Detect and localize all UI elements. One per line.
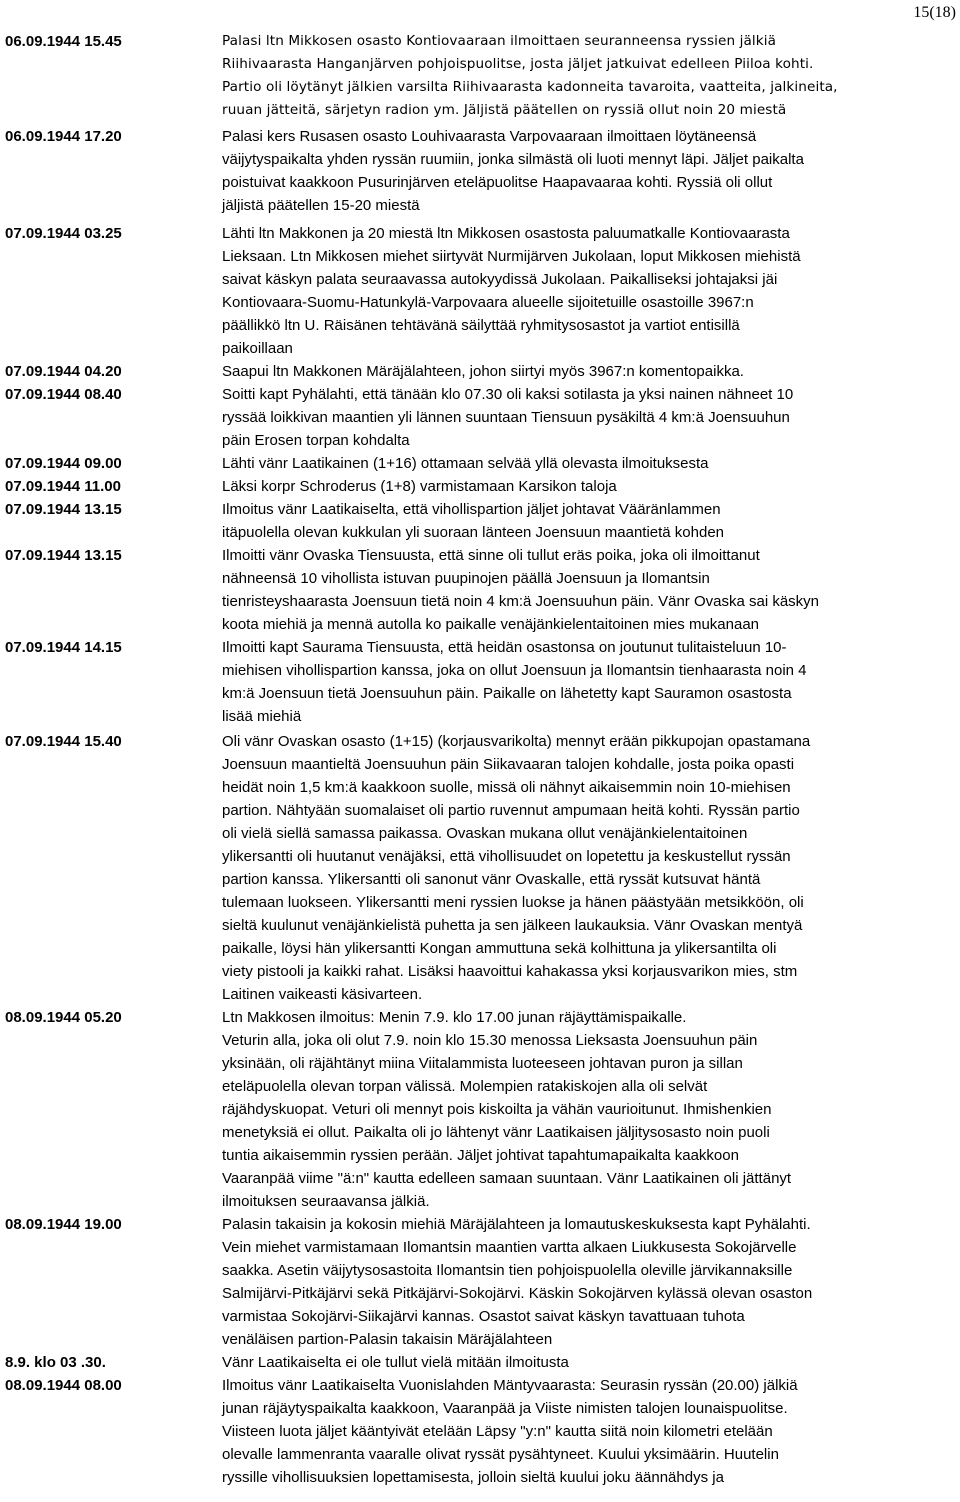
entry-text-line: päällikkö ltn U. Räisänen tehtävänä säilyttää ryhmitysosastot ja vartiot entisillä — [222, 317, 740, 334]
entry-text-line: partion kanssa. Ylikersantti oli sanonut vänr Ovaskalle, että ryssät kutsuvat häntä — [222, 871, 761, 888]
entry-text-line: ylikersantti oli huutanut venäjäksi, että vihollisuudet on lopetettu ja keskustellut ryssän — [222, 848, 791, 865]
entry-text-line: Vänr Laatikaiselta ei ole tullut vielä mitään ilmoitusta — [222, 1354, 569, 1371]
entry-text-line: junan räjäytyspaikalta kaakkoon, Vaaranpää ja Viiste nimisten talojen lounaispuolitse. — [222, 1400, 788, 1417]
entry-text-line: ryssää loikkivan maantien yli lännen suuntaan Tiensuun pysäkiltä 4 km:ä Joensuuhun — [222, 409, 790, 426]
entry-text-line: heidät noin 1,5 km:ä kaakkoon suolle, missä oli nähnyt aikaisemmin noin 10-miehisen — [222, 779, 791, 796]
entry-text-line: Viisteen luota jäljet kääntyivät etelään Läpsy "y:n" kautta siitä noin kilometri etelään — [222, 1423, 773, 1440]
entry-text — [222, 30, 958, 122]
entry-text-line: Veturin alla, joka oli olut 7.9. noin klo 15.30 menossa Lieksasta Joensuuhun päin — [222, 1032, 758, 1049]
entry-text — [222, 383, 958, 452]
entry-text — [222, 475, 958, 498]
entry-timestamp: 07.09.1944 13.15 — [5, 501, 122, 518]
entry-text-line: menetyksiä ei ollut. Paikalta oli jo lähtenyt vänr Laatikaisen jäljitysosasto noin puoli — [222, 1124, 770, 1141]
entry-timestamp: 07.09.1944 14.15 — [5, 639, 122, 656]
diary-entry — [5, 125, 960, 217]
entry-text-line: Ltn Makkosen ilmoitus: Menin 7.9. klo 17.00 junan räjäyttämispaikalle. — [222, 1009, 687, 1026]
entry-timestamp: 07.09.1944 13.15 — [5, 547, 122, 564]
diary-entry — [5, 452, 960, 475]
entry-text-line: venäläisen partion-Palasin takaisin Märäjälahteen — [222, 1331, 553, 1348]
diary-entry — [5, 360, 960, 383]
entry-timestamp: 06.09.1944 17.20 — [5, 128, 122, 145]
diary-entry — [5, 475, 960, 498]
entry-text-line: Kontiovaara-Suomu-Hatunkylä-Varpovaara alueelle sijoitetuille osastoille 3967:n — [222, 294, 754, 311]
entry-text-line: Ilmoitus vänr Laatikaiselta, että vihollispartion jäljet johtavat Vääränlammen — [222, 501, 721, 518]
entry-text-line: Vein miehet varmistamaan Ilomantsin maantien vartta alkaen Liukkusesta Sokojärvelle — [222, 1239, 797, 1256]
entry-timestamp: 07.09.1944 11.00 — [5, 478, 121, 495]
diary-entry — [5, 498, 960, 544]
entry-text-line: Vaaranpää viime "ä:n" kautta edelleen samaan suuntaan. Vänr Laatikainen oli jättänyt — [222, 1170, 792, 1187]
entry-text — [222, 125, 958, 217]
entry-text-line: paikoillaan — [222, 340, 293, 357]
diary-entry — [5, 544, 960, 636]
entry-text-line: Palasi kers Rusasen osasto Louhivaarasta Varpovaaraan ilmoittaen löytäneensä — [222, 128, 757, 145]
entry-text — [222, 544, 958, 636]
diary-entry — [5, 1374, 960, 1489]
diary-entry — [5, 636, 960, 728]
entry-text-line: räjähdyskuopat. Veturi oli mennyt pois kiskoilta ja vähän vaurioitunut. Ihmishenkien — [222, 1101, 772, 1118]
entry-timestamp: 07.09.1944 15.40 — [5, 733, 122, 750]
entry-text-line: Joensuun maantieltä Joensuuhun päin Siikavaaran talojen kohdalle, josta poika opasti — [222, 756, 795, 773]
entry-text — [222, 636, 958, 728]
entry-text-line: miehisen vihollispartion kanssa, joka on ollut Joensuun ja Ilomantsin tienhaarasta noin 4 — [222, 662, 807, 679]
entry-text — [222, 222, 958, 360]
entry-text-line: Lähti vänr Laatikainen (1+16) ottamaan selvää yllä olevasta ilmoituksesta — [222, 455, 709, 472]
diary-entry — [5, 1351, 960, 1374]
entry-text-line: km:ä Joensuun tietä Joensuuhun päin. Paikalle on lähetetty kapt Sauramon osastosta — [222, 685, 792, 702]
entry-text-line: Saapui ltn Makkonen Märäjälahteen, johon siirtyi myös 3967:n komentopaikka. — [222, 363, 744, 380]
entry-timestamp: 08.09.1944 08.00 — [5, 1377, 122, 1394]
entry-timestamp: 06.09.1944 15.45 — [5, 33, 122, 50]
entry-text-line: Ilmoitti vänr Ovaska Tiensuusta, että sinne oli tullut eräs poika, joka oli ilmoittanut — [222, 547, 760, 564]
entry-text — [222, 1213, 958, 1351]
entry-text-line: oli vielä siellä samassa paikassa. Ovaskan mukana ollut venäjänkielentaitoinen — [222, 825, 748, 842]
diary-entry — [5, 1006, 960, 1213]
entry-timestamp: 07.09.1944 03.25 — [5, 225, 122, 242]
entry-text-line: ryssille vihollisuuksien lopettamisesta, jolloin sieltä kuului joku äännähdys ja — [222, 1469, 724, 1486]
entry-text-line: tuntia aikaisemmin ryssien perään. Jäljet johtivat tapahtumapaikalta kaakkoon — [222, 1147, 739, 1164]
entry-text-line: Ilmoitus vänr Laatikaiselta Vuonislahden Mäntyvaarasta: Seurasin ryssän (20.00) jälkiä — [222, 1377, 798, 1394]
diary-entry — [5, 222, 960, 360]
entry-text-line: väijytyspaikalta yhden ryssän ruumiin, jonka silmästä oli luoti mennyt läpi. Jäljet paikalta — [222, 151, 804, 168]
entry-text-line: ilmoituksen seuraavansa jälkiä. — [222, 1193, 430, 1210]
entry-text-line: varmistaa Sokojärvi-Siikajärvi kannas. Osastot saivat käskyn tavattuaan tuhota — [222, 1308, 745, 1325]
entry-text-line: Ilmoitti kapt Saurama Tiensuusta, että heidän osastonsa on joutunut tulitaisteluun 10- — [222, 639, 787, 656]
entry-text-line: tulemaan luokseen. Ylikersantti meni ryssien luokse ja hänen päästyään metsikköön, oli — [222, 894, 804, 911]
entry-text — [222, 360, 958, 383]
entry-text-line: Palasin takaisin ja kokosin miehiä Märäjälahteen ja lomautuskeskuksesta kapt Pyhälahti. — [222, 1216, 811, 1233]
entry-text-line: eteläpuolella olevan torpan välissä. Molempien ratakiskojen alla oli selvät — [222, 1078, 708, 1095]
entry-text-line: Partio oli löytänyt jälkien varsilta Riihivaarasta kadonneita tavaroita, vaatteita, jalkineita, — [222, 79, 838, 95]
diary-entry — [5, 730, 960, 1006]
entry-text-line: päin Erosen torpan kohdalta — [222, 432, 410, 449]
entry-text-line: paikalle, löysi hän ylikersantti Kongan ammuttuna sekä kolhittuna ja ylikersantilta oli — [222, 940, 777, 957]
entry-text — [222, 1006, 958, 1213]
diary-entry — [5, 383, 960, 452]
entry-text-line: Oli vänr Ovaskan osasto (1+15) (korjausvarikolta) mennyt erään pikkupojan opastamana — [222, 733, 811, 750]
entry-text — [222, 498, 958, 544]
entry-text-line: Lieksaan. Ltn Mikkosen miehet siirtyvät Nurmijärven Jukolaan, loput Mikkosen miehistä — [222, 248, 801, 265]
entry-text-line: lisää miehiä — [222, 708, 302, 725]
entry-text-line: Lähti ltn Makkonen ja 20 miestä ltn Mikkosen osastosta paluumatkalle Kontiovaarasta — [222, 225, 790, 242]
entry-text-line: koota miehiä ja mennä autolla ko paikalle venäjänkielentaitoinen mies mukanaan — [222, 616, 760, 633]
entry-list — [5, 30, 960, 1489]
entry-timestamp: 08.09.1944 19.00 — [5, 1216, 122, 1233]
page-number: 15(18) — [913, 4, 956, 21]
entry-text-line: nähneensä 10 vihollista istuvan puupinojen päällä Joensuun ja Ilomantsin — [222, 570, 710, 587]
entry-text-line: tienristeyshaarasta Joensuun tietä noin 4 km:ä Joensuuhun päin. Vänr Ovaska sai käskyn — [222, 593, 820, 610]
entry-text-line: jäljistä päätellen 15-20 miestä — [222, 197, 420, 214]
entry-text — [222, 1351, 958, 1374]
entry-text-line: Soitti kapt Pyhälahti, että tänään klo 07.30 oli kaksi sotilasta ja yksi nainen nähneet 10 — [222, 386, 794, 403]
entry-text — [222, 452, 958, 475]
entry-text-line: yksinään, oli räjähtänyt miina Viitalammista luoteeseen johtavan puron ja sillan — [222, 1055, 743, 1072]
entry-text-line: Läksi korpr Schroderus (1+8) varmistamaan Karsikon taloja — [222, 478, 617, 495]
entry-timestamp: 8.9. klo 03 .30. — [5, 1354, 106, 1371]
entry-text-line: viety pistooli ja kaikki rahat. Lisäksi haavoittui kahakassa yksi korjausvarikon mies, stm — [222, 963, 798, 980]
entry-text-line: Salmijärvi-Pitkäjärvi sekä Pitkäjärvi-Sokojärvi. Käskin Sokojärven kylässä olevan osaston — [222, 1285, 813, 1302]
entry-timestamp: 07.09.1944 04.20 — [5, 363, 122, 380]
entry-text-line: saakka. Asetin väijytysosastoita Ilomantsin tien pohjoispuolella oleville järvikannaksille — [222, 1262, 793, 1279]
entry-text-line: Palasi ltn Mikkosen osasto Kontiovaaraan ilmoittaen seuranneensa ryssien jälkiä — [222, 33, 777, 49]
diary-entry — [5, 30, 960, 122]
entry-text-line: saivat käskyn palata seuraavassa autokyydissä Jukolaan. Paikalliseksi johtajaksi jäi — [222, 271, 778, 288]
diary-entry — [5, 1213, 960, 1351]
entry-text-line: ruuan jätteitä, särjetyn radion ym. Jäljistä päätellen on ryssiä ollut noin 20 miestä — [222, 102, 787, 118]
entry-text — [222, 1374, 958, 1489]
entry-text-line: olevalle lammenranta vaaralle olivat ryssät pysähtyneet. Kuului yksimäärin. Huutelin — [222, 1446, 779, 1463]
entry-text-line: sieltä kuulunut venäjänkielistä puhetta ja sen jälkeen laukauksia. Vänr Ovaskan mentyä — [222, 917, 803, 934]
entry-timestamp: 07.09.1944 08.40 — [5, 386, 122, 403]
entry-text-line: itäpuolella olevan kukkulan yli suoraan länteen Joensuun maantietä kohden — [222, 524, 725, 541]
entry-text-line: Riihivaarasta Hanganjärven pohjoispuolitse, josta jäljet jatkuivat edelleen Piiloa kohti. — [222, 56, 814, 72]
entry-text-line: partion. Nähtyään suomalaiset oli partio ruvennut ampumaan heitä kohti. Ryssän partio — [222, 802, 800, 819]
entry-timestamp: 07.09.1944 09.00 — [5, 455, 122, 472]
entry-timestamp: 08.09.1944 05.20 — [5, 1009, 122, 1026]
entry-text-line: poistuivat kaakkoon Pusurinjärven eteläpuolitse Haapavaaraa kohti. Ryssiä oli ollut — [222, 174, 773, 191]
entry-text-line: Laitinen vaikeasti käsivarteen. — [222, 986, 423, 1003]
entry-text — [222, 730, 958, 1006]
